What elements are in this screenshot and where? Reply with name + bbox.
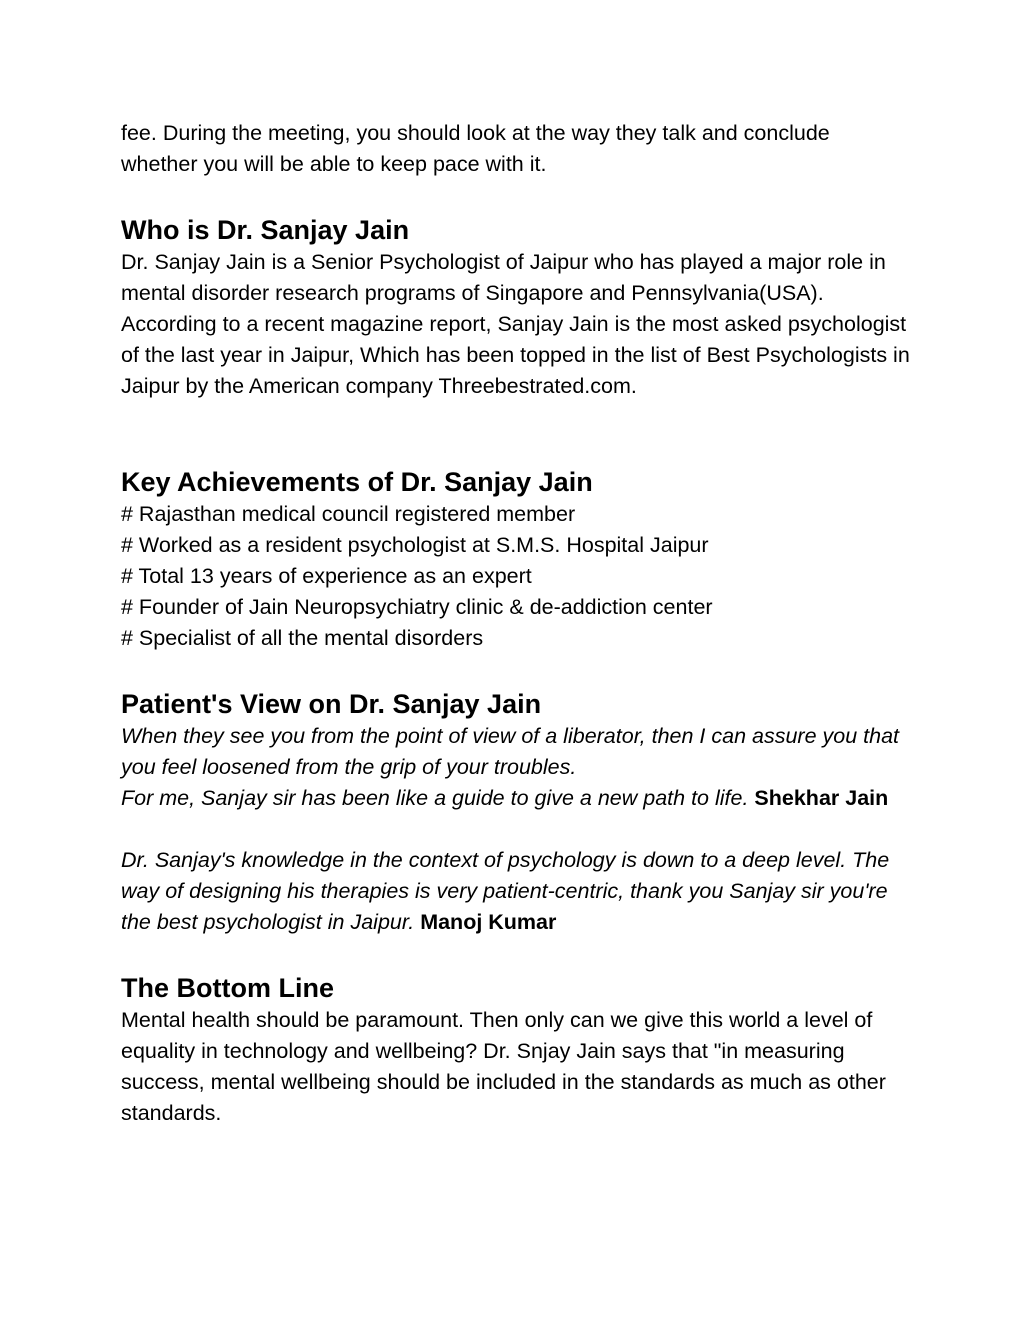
spacer xyxy=(121,938,911,971)
spacer xyxy=(121,654,911,687)
achievements-heading: Key Achievements of Dr. Sanjay Jain xyxy=(121,467,593,497)
quote-1-author: Shekhar Jain xyxy=(754,786,889,810)
quote-1-line-2 xyxy=(121,783,911,814)
list-item: # Rajasthan medical council registered member xyxy=(121,502,576,526)
quote-2-author: Manoj Kumar xyxy=(420,910,557,934)
quote-1-text-b: For me, Sanjay sir has been like a guide to give a new path to life. xyxy=(121,786,749,810)
quote-1-text-a: When they see you from the point of view of a liberator, then I can assure you that you feel loosened from the grip of your troubles. xyxy=(121,724,900,779)
who-body: Dr. Sanjay Jain is a Senior Psychologist of Jaipur who has played a major role in mental disorder research programs of Singapore and Pennsylvania(USA). According to a recent magazine report, Sanjay Jain is the most asked psychologist of the last year in Jaipur, Which has been topped in the list of Best Psychologists in Jaipur by the American company Threebestrated.com. xyxy=(121,250,910,398)
bottom-line-section xyxy=(121,971,911,1129)
spacer xyxy=(121,814,911,845)
quote-1-line-1 xyxy=(121,721,911,783)
list-item: # Specialist of all the mental disorders xyxy=(121,626,484,650)
spacer xyxy=(121,402,911,465)
patients-section xyxy=(121,687,911,938)
patients-heading: Patient's View on Dr. Sanjay Jain xyxy=(121,689,542,719)
quote-2-text: Dr. Sanjay's knowledge in the context of psychology is down to a deep level. The way of designing his therapies is very patient-centric, thank you Sanjay sir you're the best psychologist in Jaipur. xyxy=(121,848,890,934)
bottom-line-body: Mental health should be paramount. Then only can we give this world a level of equality in technology and wellbeing? Dr. Snjay Jain says that "in measuring success, mental wellbeing should be included in the standards as much as other standards. xyxy=(121,1008,886,1125)
list-item: # Founder of Jain Neuropsychiatry clinic & de-addiction center xyxy=(121,595,713,619)
bottom-line-heading: The Bottom Line xyxy=(121,973,334,1003)
achievements-section xyxy=(121,465,911,654)
list-item: # Total 13 years of experience as an expert xyxy=(121,564,532,588)
intro-paragraph: fee. During the meeting, you should look at the way they talk and conclude whether you will be able to keep pace with it. xyxy=(121,121,830,176)
spacer xyxy=(121,180,911,213)
who-heading: Who is Dr. Sanjay Jain xyxy=(121,215,410,245)
who-section xyxy=(121,213,911,402)
document-page xyxy=(121,118,911,1129)
quote-2 xyxy=(121,845,911,938)
list-item: # Worked as a resident psychologist at S.M.S. Hospital Jaipur xyxy=(121,533,709,557)
